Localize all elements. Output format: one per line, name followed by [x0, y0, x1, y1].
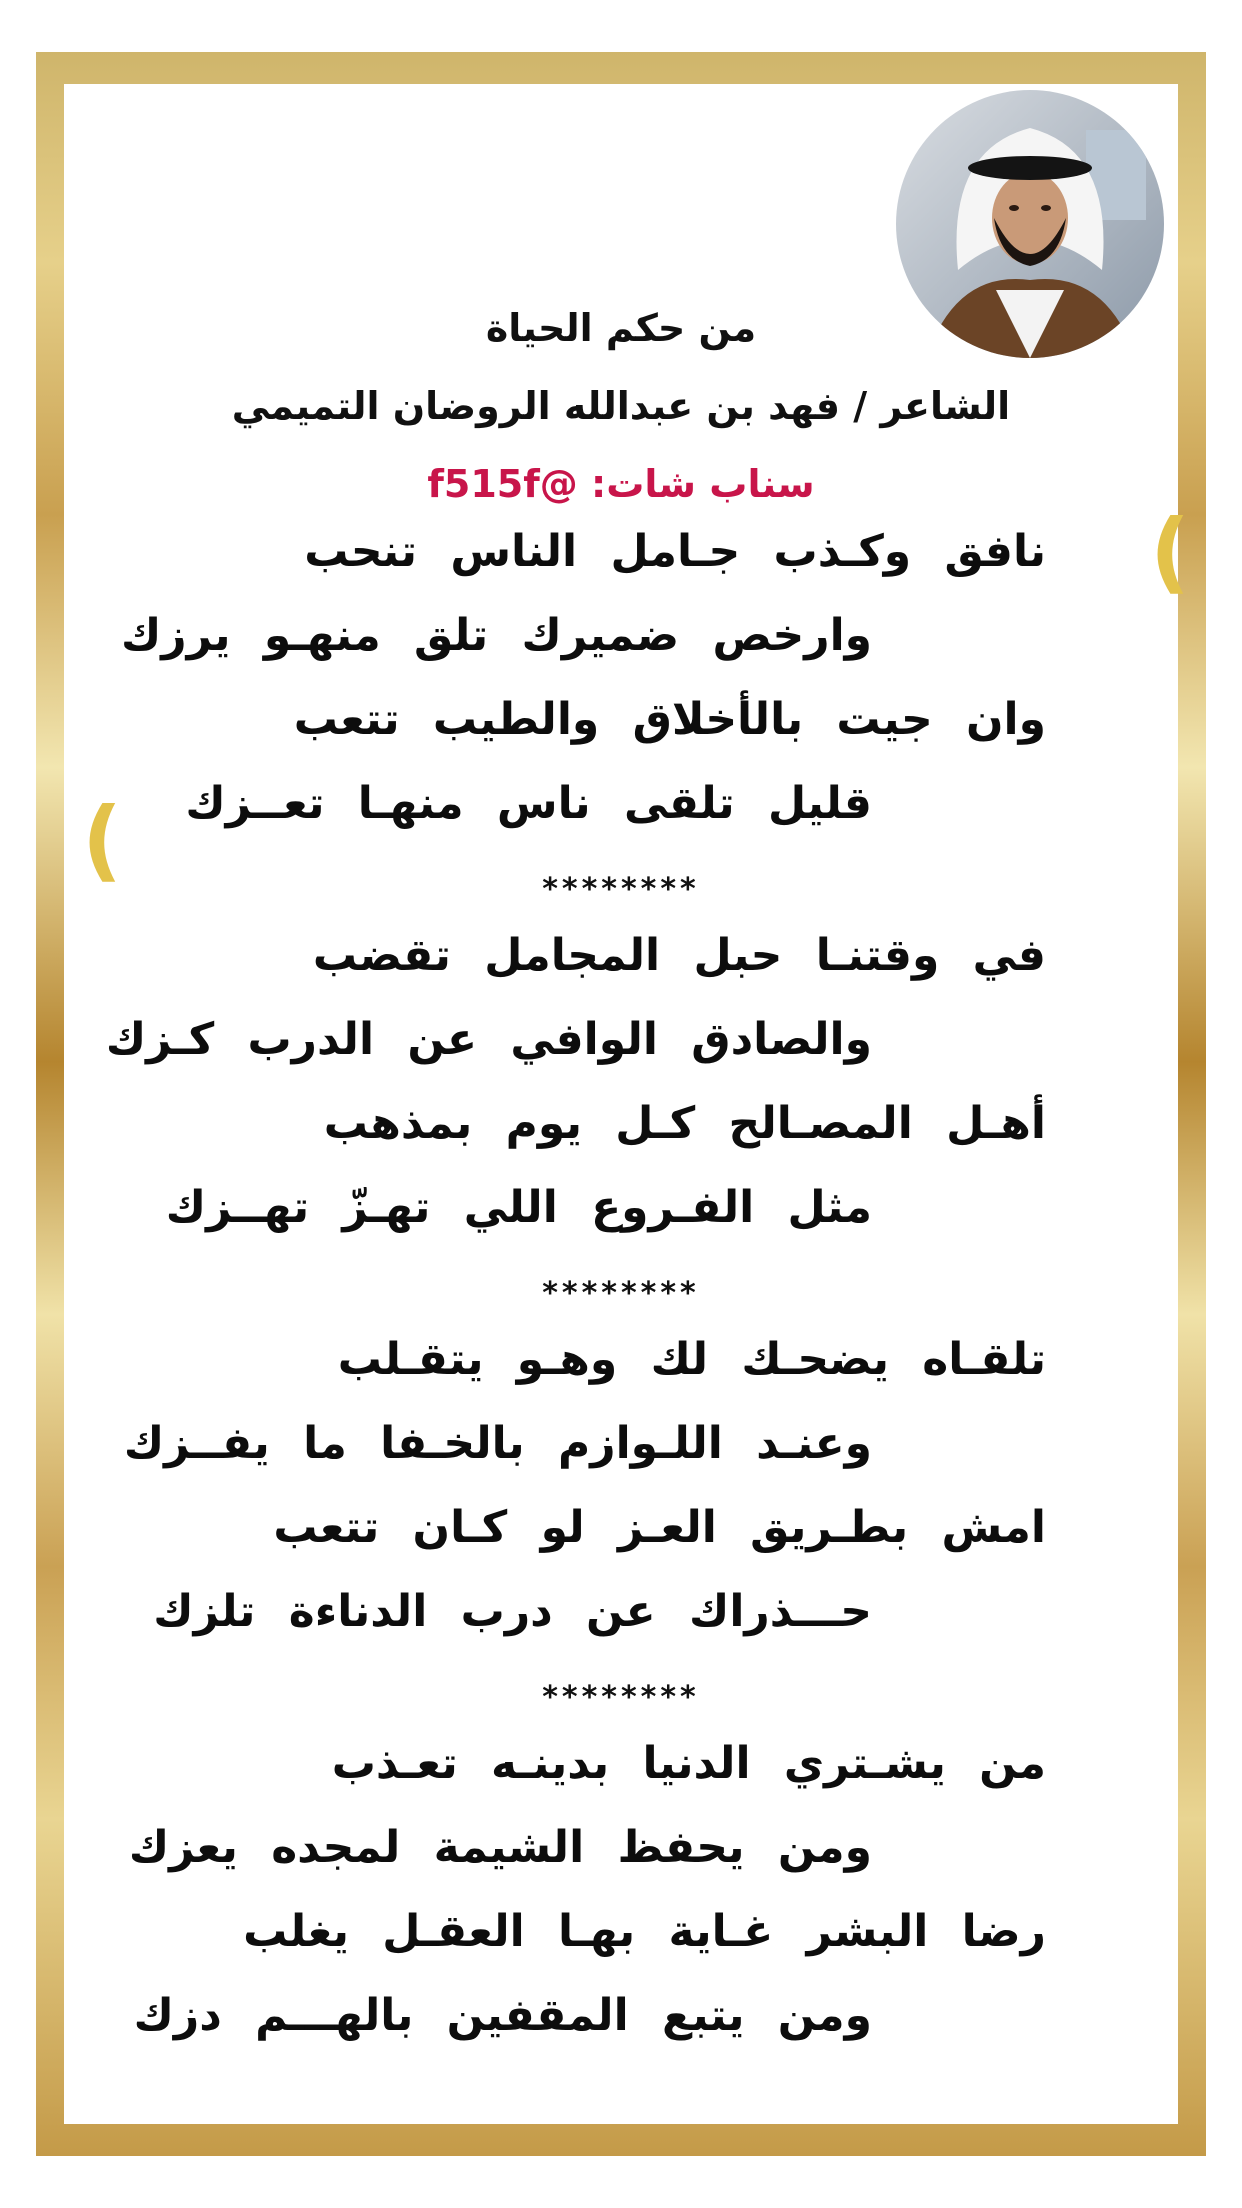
- verse-line: وان جيت بالأخلاق والطيب تتعب: [293, 694, 1046, 745]
- verse-line: مثل الفـروع اللي تهـزّ تهــزك: [165, 1182, 872, 1233]
- verse-line: قليل تلقى ناس منهـا تعــزك: [185, 778, 872, 829]
- verse-line: امش بطـريق العـز لو كـان تتعب: [273, 1502, 1046, 1553]
- verse-line: ومن يحفظ الشيمة لمجده يعزك: [128, 1822, 872, 1873]
- stanza-separator: ********: [542, 1276, 700, 1311]
- snapchat-handle: سناب شات: @f515f: [427, 462, 815, 506]
- gold-paren-left: (: [82, 788, 123, 891]
- verse-line: تلقـاه يضحـك لك وهـو يتقـلب: [337, 1334, 1046, 1385]
- verse-line: نافق وكـذب جـامل الناس تنحب: [304, 526, 1046, 577]
- verse-line: من يشـتري الدنيا بدينـه تعـذب: [331, 1738, 1046, 1789]
- verse-line: وارخص ضميرك تلق منهـو يرزك: [120, 610, 872, 661]
- verse-line: وعنـد اللـوازم بالخـفا ما يفــزك: [123, 1418, 872, 1469]
- stanza-separator: ********: [542, 1680, 700, 1715]
- verse-line: رضا البشر غـاية بهـا العقـل يغلب: [243, 1906, 1046, 1957]
- verse-line: حـــذراك عن درب الدناءة تلزك: [153, 1586, 872, 1637]
- gold-paren-right: (: [1150, 500, 1191, 603]
- verse-line: ومن يتبع المقفين بالهـــم دزك: [133, 1990, 872, 2041]
- verse-line: في وقتنـا حبل المجامل تقضب: [312, 930, 1046, 981]
- poet-name: الشاعر / فهد بن عبدالله الروضان التميمي: [231, 384, 1011, 428]
- verse-line: أهـل المصـالح كـل يوم بمذهب: [323, 1098, 1046, 1149]
- stanza-separator: ********: [542, 872, 700, 907]
- poem-title: من حكم الحياة: [485, 306, 757, 350]
- verse-line: والصادق الوافي عن الدرب كـزك: [105, 1014, 872, 1065]
